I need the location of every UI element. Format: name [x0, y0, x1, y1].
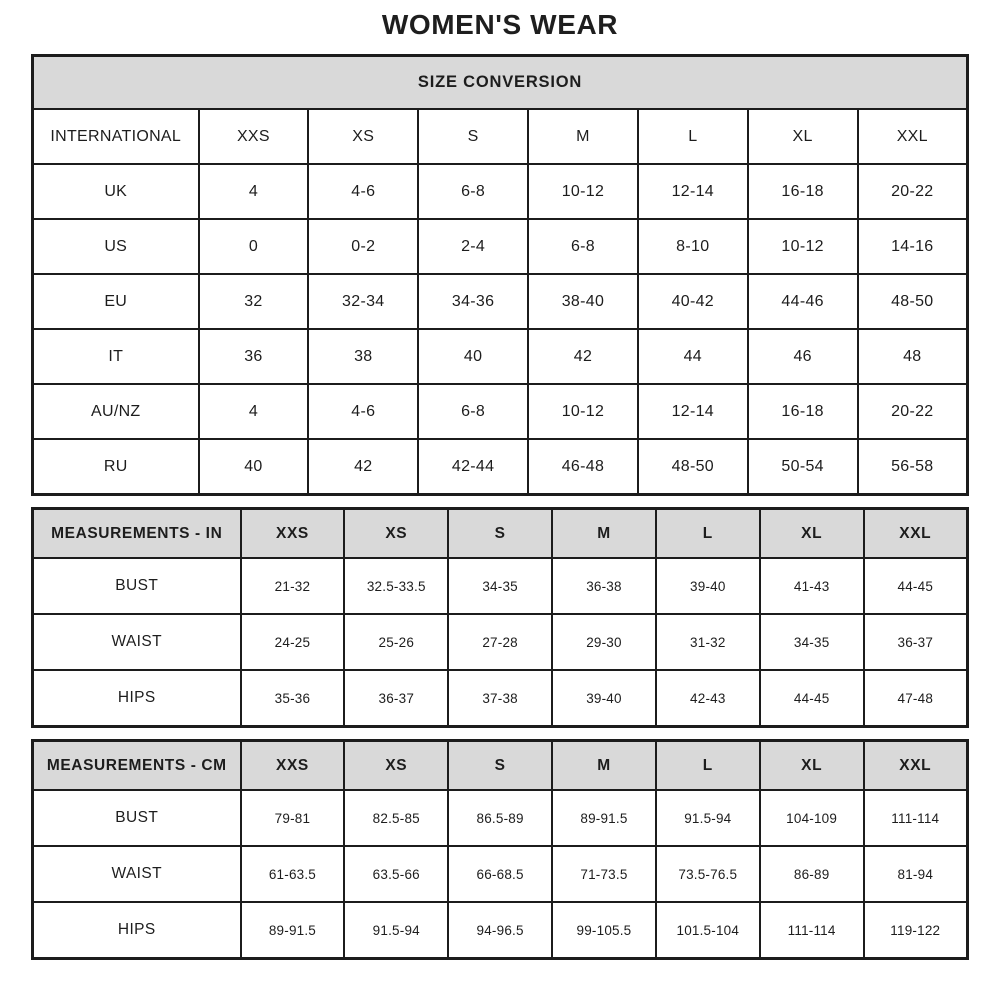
- column-header-row: [33, 741, 968, 791]
- size-cell: 42: [308, 439, 418, 495]
- measurement-cell: 32.5-33.5: [344, 558, 448, 614]
- row-label-uk: UK: [33, 164, 199, 219]
- size-cell: 40: [418, 329, 528, 384]
- measurement-cell: 31-32: [656, 614, 760, 670]
- measurement-cell: 34-35: [448, 558, 552, 614]
- size-cell: 48-50: [858, 274, 968, 329]
- size-cell: 10-12: [748, 219, 858, 274]
- size-cell: 2-4: [418, 219, 528, 274]
- measurements-in-table: [31, 507, 969, 728]
- size-cell: 40-42: [638, 274, 748, 329]
- row-label-ru: RU: [33, 439, 199, 495]
- measurement-cell: 91.5-94: [344, 902, 448, 959]
- size-cell: 20-22: [858, 164, 968, 219]
- row-label-hips: HIPS: [33, 902, 241, 959]
- measurement-cell: 91.5-94: [656, 790, 760, 846]
- size-cell: 44: [638, 329, 748, 384]
- table-row-uk: [33, 164, 968, 219]
- column-header-s: S: [448, 741, 552, 791]
- measurement-cell: 111-114: [760, 902, 864, 959]
- measurement-cell: 81-94: [864, 846, 968, 902]
- size-cell: 38: [308, 329, 418, 384]
- measurement-cell: 21-32: [241, 558, 345, 614]
- measurement-cell: 61-63.5: [241, 846, 345, 902]
- size-cell: 12-14: [638, 384, 748, 439]
- column-header-xl: XL: [748, 109, 858, 164]
- measurement-cell: 111-114: [864, 790, 968, 846]
- column-header-l: L: [656, 509, 760, 559]
- column-header-l: L: [656, 741, 760, 791]
- column-header-xxs: XXS: [241, 741, 345, 791]
- size-cell: 38-40: [528, 274, 638, 329]
- column-header-m: M: [528, 109, 638, 164]
- size-cell: 42-44: [418, 439, 528, 495]
- size-cell: 20-22: [858, 384, 968, 439]
- size-cell: 4-6: [308, 384, 418, 439]
- size-cell: 10-12: [528, 384, 638, 439]
- size-cell: 32: [199, 274, 309, 329]
- measurement-cell: 29-30: [552, 614, 656, 670]
- measurement-cell: 37-38: [448, 670, 552, 727]
- measurement-cell: 94-96.5: [448, 902, 552, 959]
- column-header-row: [33, 109, 968, 164]
- column-header-xs: XS: [308, 109, 418, 164]
- size-cell: 10-12: [528, 164, 638, 219]
- column-header-s: S: [448, 509, 552, 559]
- measurement-cell: 36-38: [552, 558, 656, 614]
- row-label-hips: HIPS: [33, 670, 241, 727]
- table-row-it: [33, 329, 968, 384]
- measurement-cell: 47-48: [864, 670, 968, 727]
- table-row-eu: [33, 274, 968, 329]
- table-row-bust: [33, 558, 968, 614]
- measurement-cell: 36-37: [344, 670, 448, 727]
- measurements-cm-title: MEASUREMENTS - CM: [33, 741, 241, 791]
- row-label-bust: BUST: [33, 558, 241, 614]
- measurement-cell: 25-26: [344, 614, 448, 670]
- size-cell: 8-10: [638, 219, 748, 274]
- measurement-cell: 42-43: [656, 670, 760, 727]
- size-cell: 14-16: [858, 219, 968, 274]
- table-row-waist: [33, 846, 968, 902]
- measurement-cell: 119-122: [864, 902, 968, 959]
- page-title: WOMEN'S WEAR: [381, 9, 619, 40]
- size-cell: 48: [858, 329, 968, 384]
- measurement-cell: 66-68.5: [448, 846, 552, 902]
- banner-row: [33, 56, 968, 110]
- column-header-m: M: [552, 741, 656, 791]
- size-cell: 36: [199, 329, 309, 384]
- size-cell: 34-36: [418, 274, 528, 329]
- size-cell: 6-8: [418, 164, 528, 219]
- row-label-eu: EU: [33, 274, 199, 329]
- measurement-cell: 86.5-89: [448, 790, 552, 846]
- size-conversion-table: [31, 54, 969, 496]
- size-conversion-title: SIZE CONVERSION: [33, 56, 968, 110]
- size-cell: 6-8: [418, 384, 528, 439]
- row-label-us: US: [33, 219, 199, 274]
- size-cell: 40: [199, 439, 309, 495]
- size-cell: 4: [199, 164, 309, 219]
- measurement-cell: 41-43: [760, 558, 864, 614]
- measurement-cell: 71-73.5: [552, 846, 656, 902]
- column-header-m: M: [552, 509, 656, 559]
- measurements-in-title: MEASUREMENTS - IN: [33, 509, 241, 559]
- column-header-xxl: XXL: [864, 741, 968, 791]
- measurement-cell: 99-105.5: [552, 902, 656, 959]
- measurement-cell: 89-91.5: [241, 902, 345, 959]
- measurement-cell: 35-36: [241, 670, 345, 727]
- column-header-international: INTERNATIONAL: [33, 109, 199, 164]
- size-cell: 0: [199, 219, 309, 274]
- measurement-cell: 24-25: [241, 614, 345, 670]
- size-cell: 6-8: [528, 219, 638, 274]
- size-cell: 50-54: [748, 439, 858, 495]
- measurement-cell: 34-35: [760, 614, 864, 670]
- size-cell: 16-18: [748, 164, 858, 219]
- size-cell: 12-14: [638, 164, 748, 219]
- table-row-hips: [33, 902, 968, 959]
- column-header-row: [33, 509, 968, 559]
- row-label-waist: WAIST: [33, 846, 241, 902]
- column-header-xxl: XXL: [858, 109, 968, 164]
- measurement-cell: 44-45: [864, 558, 968, 614]
- table-row-bust: [33, 790, 968, 846]
- column-header-l: L: [638, 109, 748, 164]
- row-label-aunz: AU/NZ: [33, 384, 199, 439]
- table-row-hips: [33, 670, 968, 727]
- table-row-ru: [33, 439, 968, 495]
- measurement-cell: 63.5-66: [344, 846, 448, 902]
- measurement-cell: 104-109: [760, 790, 864, 846]
- row-label-bust: BUST: [33, 790, 241, 846]
- measurement-cell: 89-91.5: [552, 790, 656, 846]
- column-header-xxs: XXS: [199, 109, 309, 164]
- table-row-aunz: [33, 384, 968, 439]
- column-header-xl: XL: [760, 509, 864, 559]
- size-cell: 4: [199, 384, 309, 439]
- measurement-cell: 39-40: [656, 558, 760, 614]
- measurement-cell: 79-81: [241, 790, 345, 846]
- size-cell: 48-50: [638, 439, 748, 495]
- column-header-xs: XS: [344, 741, 448, 791]
- size-cell: 4-6: [308, 164, 418, 219]
- size-cell: 46: [748, 329, 858, 384]
- measurement-cell: 39-40: [552, 670, 656, 727]
- size-cell: 56-58: [858, 439, 968, 495]
- size-cell: 0-2: [308, 219, 418, 274]
- column-header-s: S: [418, 109, 528, 164]
- table-row-waist: [33, 614, 968, 670]
- measurement-cell: 86-89: [760, 846, 864, 902]
- row-label-it: IT: [33, 329, 199, 384]
- measurements-cm-table: [31, 739, 969, 960]
- row-label-waist: WAIST: [33, 614, 241, 670]
- column-header-xl: XL: [760, 741, 864, 791]
- measurement-cell: 44-45: [760, 670, 864, 727]
- measurement-cell: 36-37: [864, 614, 968, 670]
- table-row-us: [33, 219, 968, 274]
- column-header-xs: XS: [344, 509, 448, 559]
- measurement-cell: 101.5-104: [656, 902, 760, 959]
- measurement-cell: 73.5-76.5: [656, 846, 760, 902]
- size-cell: 46-48: [528, 439, 638, 495]
- measurement-cell: 82.5-85: [344, 790, 448, 846]
- measurement-cell: 27-28: [448, 614, 552, 670]
- size-cell: 44-46: [748, 274, 858, 329]
- size-cell: 32-34: [308, 274, 418, 329]
- column-header-xxs: XXS: [241, 509, 345, 559]
- size-cell: 42: [528, 329, 638, 384]
- column-header-xxl: XXL: [864, 509, 968, 559]
- size-cell: 16-18: [748, 384, 858, 439]
